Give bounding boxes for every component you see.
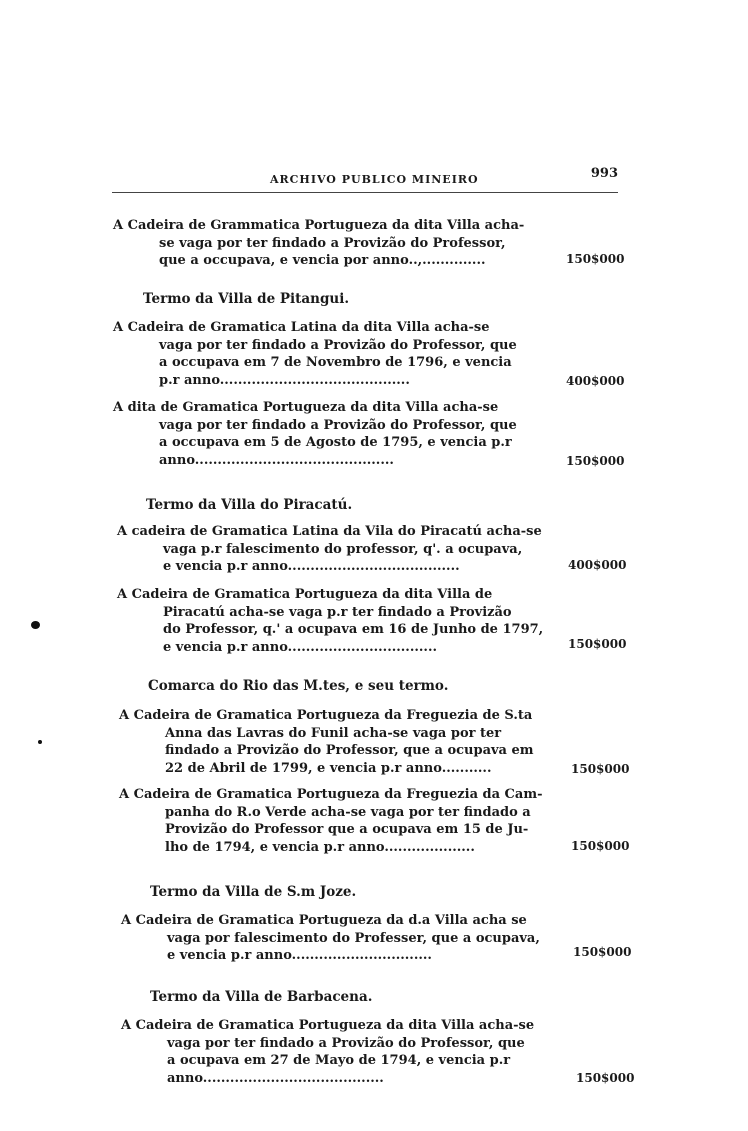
entry-line: A Cadeira de Gramatica Portugueza da dita Villa acha-se <box>121 1018 535 1033</box>
entry-line: findado a Provizão do Professor, que a ocupava em <box>165 743 534 758</box>
entry-line: Anna das Lavras do Funil acha-se vaga por ter <box>165 725 502 741</box>
entry-line: A Cadeira de Gramatica Portugueza da d.a Villa acha se <box>121 913 527 928</box>
entry-line: Provizão do Professor que a ocupava em 15 de Ju- <box>165 822 529 837</box>
entry-line: A Cadeira de Grammatica Portugueza da dita Villa acha- <box>113 218 525 233</box>
entry-line: vaga p.r falescimento do professor, q'. a ocupava, <box>163 541 523 557</box>
page-number: 993 <box>590 166 618 181</box>
entry-amount: 150$000 <box>568 637 627 651</box>
entry-line: A Cadeira de Gramatica Portugueza da Freguezia da Cam- <box>119 787 543 802</box>
entry-line: lho de 1794, e vencia p.r anno.................... <box>165 839 475 855</box>
entry-line: A Cadeira de Gramatica Latina da dita Villa acha-se <box>113 320 490 335</box>
entry-line: A Cadeira de Gramatica Portugueza da Freguezia de S.ta <box>119 708 533 723</box>
entry-line: vaga por ter findado a Provizão do Professor, que <box>167 1035 525 1051</box>
entry-line: vaga por falescimento do Professer, que a ocupava, <box>167 930 540 946</box>
section-title-pitangui: Termo da Villa de Pitangui. <box>143 291 350 307</box>
section-title-sao-joze: Termo da Villa de S.m Joze. <box>150 884 357 900</box>
entry-portugueza-lavras <box>119 707 534 777</box>
entry-line: anno............................................ <box>159 452 394 468</box>
entry-line: do Professor, q.' a ocupava em 16 de Junho de 1797, <box>163 622 544 637</box>
entry-amount: 150$000 <box>566 454 625 468</box>
entry-line: a occupava em 5 de Agosto de 1795, e vencia p.r <box>159 435 512 450</box>
header-rule <box>112 192 618 193</box>
ink-speck-mark <box>38 740 42 744</box>
entry-portugueza-sao-joze <box>121 912 540 965</box>
entry-portugueza-piracatu <box>117 586 543 656</box>
entry-line: p.r anno.......................................... <box>159 372 410 388</box>
entry-portugueza-barbacena <box>121 1017 534 1087</box>
entry-line: anno........................................ <box>167 1070 384 1086</box>
entry-portugueza-pitangui <box>113 399 517 469</box>
entry-line: vaga por ter findado a Provizão do Professor, que <box>159 337 517 353</box>
entry-line: A dita de Gramatica Portugueza da dita Villa acha-se <box>113 400 499 415</box>
entry-line: vaga por ter findado a Provizão do Professor, que <box>159 417 517 433</box>
page-header <box>112 166 618 194</box>
entry-amount: 150$000 <box>566 252 625 266</box>
entry-latina-pitangui <box>113 319 517 389</box>
entry-amount: 400$000 <box>568 558 627 572</box>
entry-line: se vaga por ter findado a Provizão do Professor, <box>159 235 506 251</box>
entry-line: 22 de Abril de 1799, e vencia p.r anno........... <box>165 760 492 776</box>
entry-amount: 400$000 <box>566 374 625 388</box>
entry-line: a occupava em 7 de Novembro de 1796, e vencia <box>159 355 512 370</box>
ink-blot-mark <box>31 621 40 629</box>
entry-amount: 150$000 <box>573 945 632 959</box>
entry-amount: 150$000 <box>576 1071 635 1085</box>
entry-line: Piracatú acha-se vaga p.r ter findado a Provizão <box>163 604 512 620</box>
entry-amount: 150$000 <box>571 762 630 776</box>
running-title: ARCHIVO PUBLICO MINEIRO <box>270 173 479 186</box>
entry-line: panha do R.o Verde acha-se vaga por ter findado a <box>165 804 531 820</box>
section-title-rio-das-mortes: Comarca do Rio das M.tes, e seu termo. <box>148 678 449 694</box>
entry-grammatica-portugueza-villa <box>113 217 524 270</box>
section-title-barbacena: Termo da Villa de Barbacena. <box>150 989 373 1005</box>
entry-amount: 150$000 <box>571 839 630 853</box>
section-title-piracatu: Termo da Villa do Piracatú. <box>146 497 353 513</box>
entry-line: e vencia p.r anno...................................... <box>163 559 460 574</box>
entry-line: A Cadeira de Gramatica Portugueza da dita Villa de <box>117 587 493 602</box>
entry-line: que a occupava, e vencia por anno..,.............. <box>159 253 486 268</box>
entry-line: A cadeira de Gramatica Latina da Vila do Piracatú acha-se <box>117 524 542 539</box>
entry-line: a ocupava em 27 de Mayo de 1794, e vencia p.r <box>167 1053 511 1068</box>
entry-latina-piracatu <box>117 523 542 576</box>
entry-line: e vencia p.r anno................................. <box>163 639 437 655</box>
entry-portugueza-campanha <box>119 786 542 856</box>
entry-line: e vencia p.r anno............................... <box>167 948 432 963</box>
